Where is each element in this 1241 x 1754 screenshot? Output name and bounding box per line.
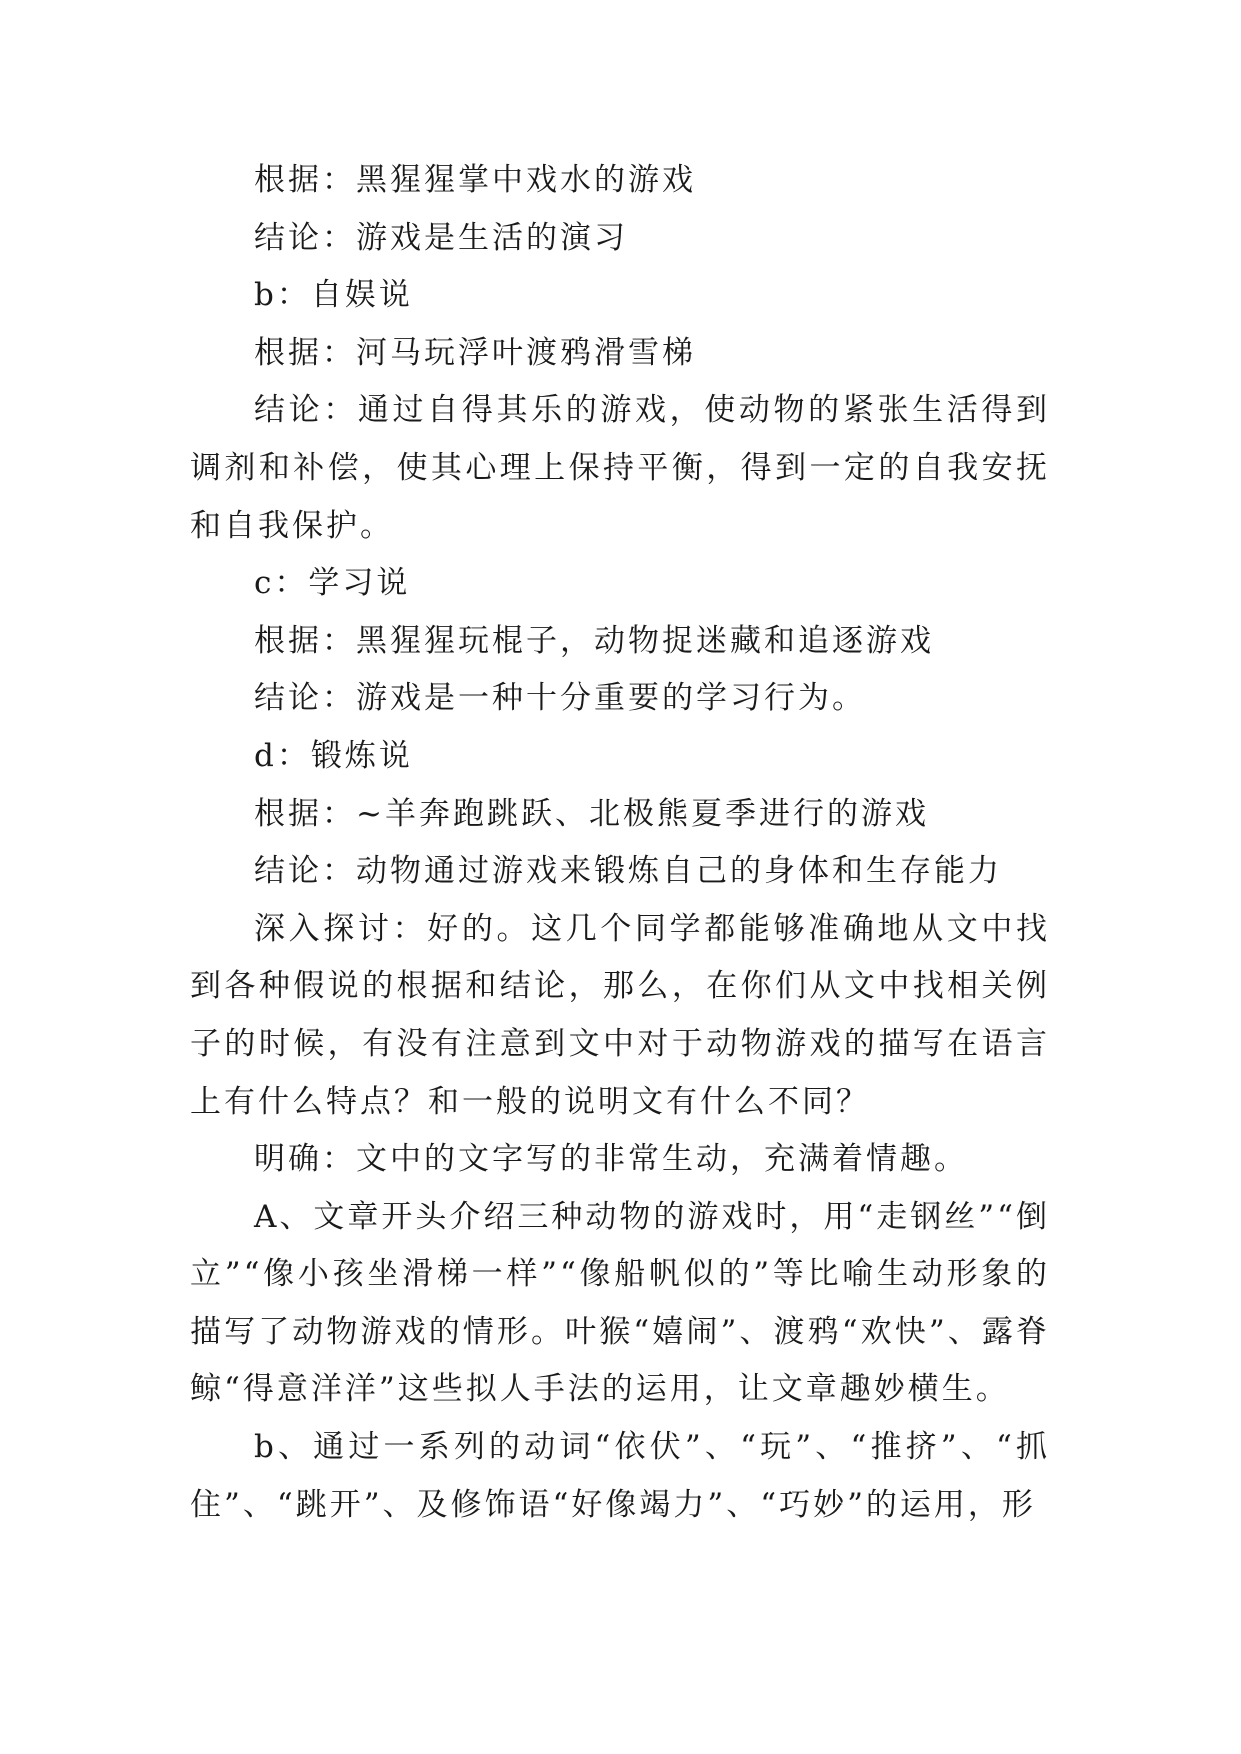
text-line: b：自娱说 [254,277,413,314]
document-page [190,152,1050,1534]
text-line: 根据：黑猩猩掌中戏水的游戏 [254,162,696,198]
paragraph-deep-discussion: 深入探讨：好的。这几个同学都能够准确地从文中找到各种假说的根据和结论，那么，在你们从文中找相关例子的时候，有没有注意到文中对于动物游戏的描写在语言上有什么特点？和一般的说明文有什么不同？ [190,910,1050,1120]
paragraph-relaxation-conclusion: 结论：通过自得其乐的游戏，使动物的紧张生活得到调剂和补偿，使其心理上保持平衡，得到一定的自我安抚和自我保护。 [190,392,1050,544]
text-line: d：锻炼说 [254,737,413,774]
text-line: 根据：~羊奔跑跳跃、北极熊夏季进行的游戏 [254,795,929,832]
paragraph-clarification: 明确：文中的文字写的非常生动，充满着情趣。 [254,1141,968,1178]
text-line: 根据：黑猩猩玩棍子，动物捉迷藏和追逐游戏 [254,622,934,659]
paragraph-point-b: b、通过一系列的动词“依伏”、“玩”、“推挤”、“抓住”、“跳开”、及修饰语“好像竭力”、“巧妙”的运用，形 [190,1429,1050,1523]
text-line: c：学习说 [254,565,411,602]
text-line: 结论：动物通过游戏来锻炼自己的身体和生存能力 [254,853,1002,890]
text-line: 结论：游戏是生活的演习 [254,219,628,256]
paragraph-point-a: A、文章开头介绍三种动物的游戏时，用“走钢丝”“倒立”“像小孩坐滑梯一样”“像船帆似的”等比喻生动形象的描写了动物游戏的情形。叶猴“嬉闹”、渡鸦“欢快”、露脊鲸“得意洋洋”这些拟人手法的运用，让文章趣妙横生。 [190,1198,1050,1408]
text-line: 根据：河马玩浮叶渡鸦滑雪梯 [254,334,696,371]
text-line: 结论：游戏是一种十分重要的学习行为。 [254,680,866,717]
